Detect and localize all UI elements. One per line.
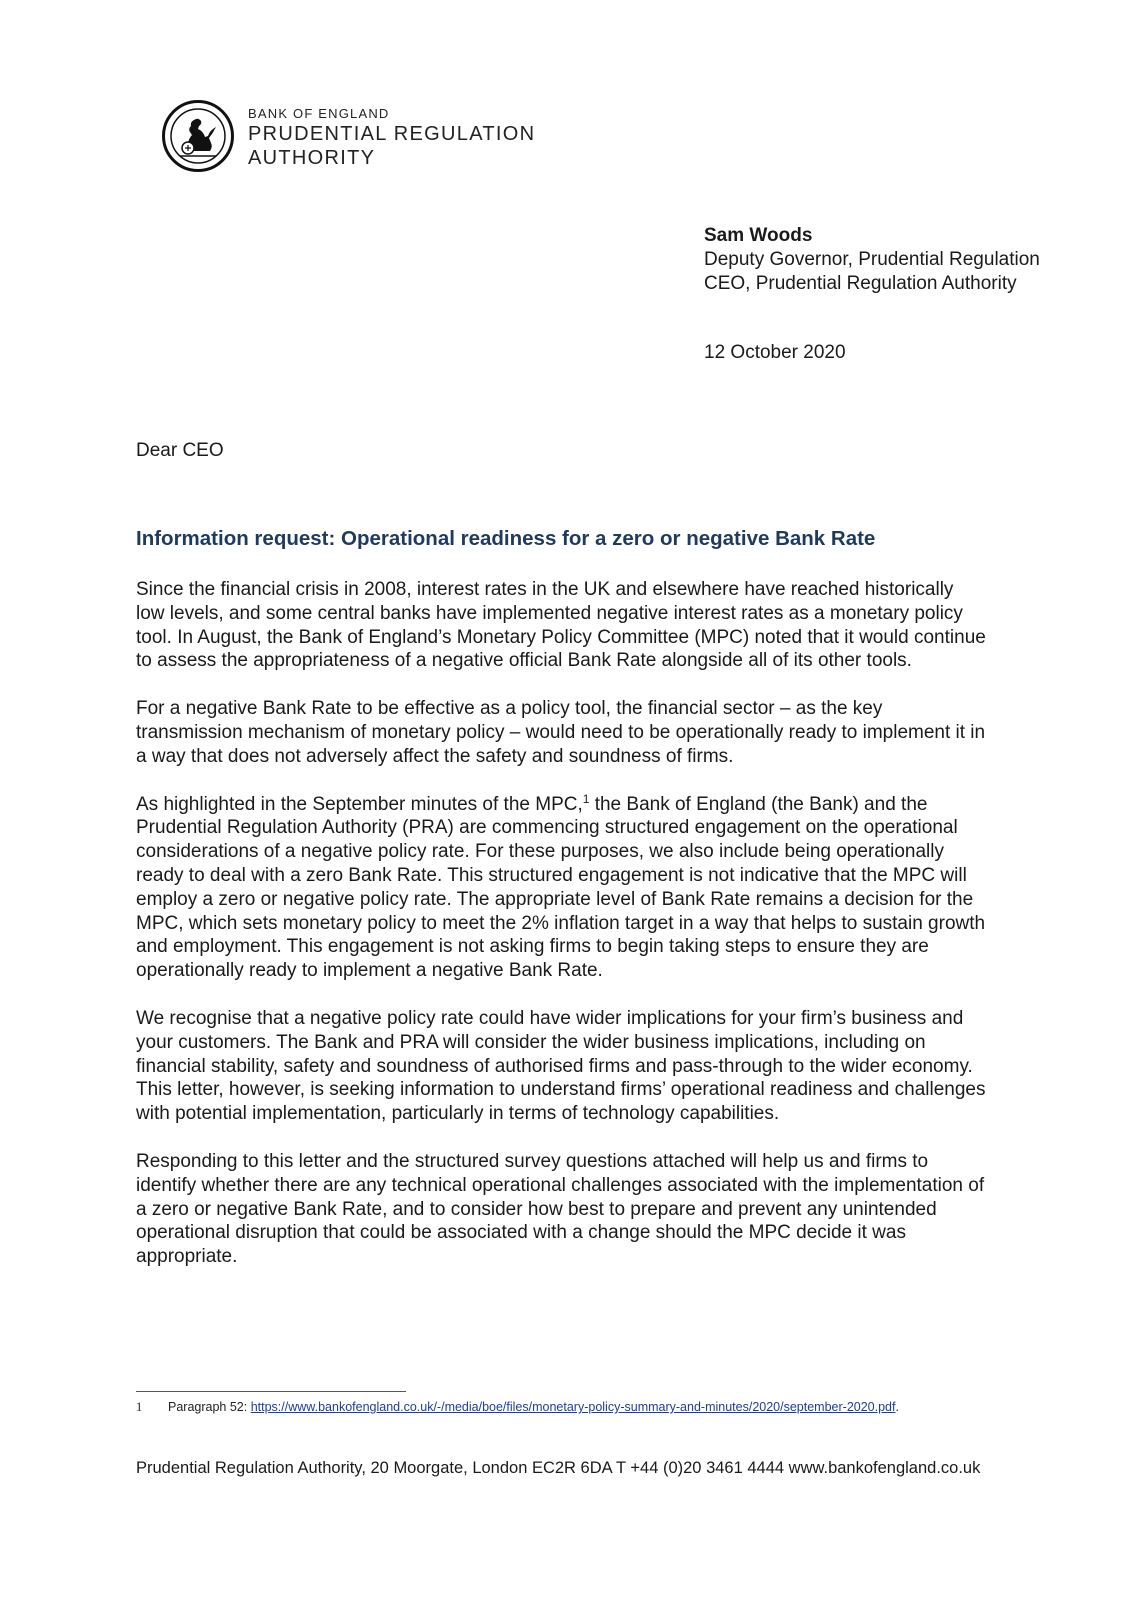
pra-label-line1: PRUDENTIAL REGULATION <box>248 122 536 145</box>
letter-body <box>136 578 986 1293</box>
footnote-suffix: . <box>895 1400 899 1414</box>
paragraph-2: For a negative Bank Rate to be effective as a policy tool, the financial sector – as the key transmission mechanism of monetary policy – would need to be operationally ready to implement it in a way that does not adversely affect the safety and soundness of firms. <box>136 698 986 767</box>
bank-of-england-label: BANK OF ENGLAND <box>248 106 390 122</box>
paragraph-4: We recognise that a negative policy rate could have wider implications for your firm’s business and your customers. The Bank and PRA will consider the wider business implications, including on financial stability, safety and soundness of authorised firms and pass-through to the wider economy. This letter, however, is seeking information to understand firms’ operational readiness and challenges with potential implementation, particularly in terms of technology capabilities. <box>136 1007 986 1125</box>
subject-heading: Information request: Operational readiness for a zero or negative Bank Rate <box>136 527 876 550</box>
paragraph-5: Responding to this letter and the structured survey questions attached will help us and firms to identify whether there are any technical operational challenges associated with the implementation of a zero or negative Bank Rate, and to consider how best to prepare and prevent any unintended operational disruption that could be associated with a change should the MPC decide it was appropriate. <box>136 1150 985 1268</box>
paragraph-1: Since the financial crisis in 2008, interest rates in the UK and elsewhere have reached historically low levels, and some central banks have implemented negative interest rates as a monetary policy tool. In August, the Bank of England’s Monetary Policy Committee (MPC) noted that it would continue to assess the appropriateness of a negative official Bank Rate alongside all of its other tools. <box>136 579 986 672</box>
organisation-name <box>248 107 535 169</box>
footnote-divider <box>136 1391 406 1392</box>
letter-date: 12 October 2020 <box>704 342 846 363</box>
footnote-prefix: Paragraph 52: <box>168 1400 251 1414</box>
pra-label-line2: AUTHORITY <box>248 146 376 169</box>
sender-title-1: Deputy Governor, Prudential Regulation <box>704 249 1040 270</box>
footnote-link[interactable]: https://www.bankofengland.co.uk/-/media/boe/files/monetary-policy-summary-and-minutes/2020/september-2020.pdf <box>250 1400 896 1414</box>
sender-block <box>704 224 1040 296</box>
britannia-seal-icon <box>162 100 234 172</box>
sender-title-2: CEO, Prudential Regulation Authority <box>704 273 1017 294</box>
page-footer: Prudential Regulation Authority, 20 Moorgate, London EC2R 6DA T +44 (0)20 3461 4444 www.bankofengland.co.uk <box>136 1459 981 1477</box>
paragraph-3 <box>136 793 986 983</box>
paragraph-3-end: the Bank of England (the Bank) and the Prudential Regulation Authority (PRA) are commencing structured engagement on the operational considerations of a negative policy rate. For these purposes, we also include being operationally ready to deal with a zero Bank Rate. This structured engagement is not indicative that the MPC will employ a zero or negative policy rate. The appropriate level of Bank Rate remains a decision for the MPC, which sets monetary policy to meet the 2% inflation target in a way that helps to sustain growth and employment. This engagement is not asking firms to begin taking steps to ensure they are operationally ready to implement a negative Bank Rate. <box>136 793 986 982</box>
salutation: Dear CEO <box>136 440 224 461</box>
footnote-reference[interactable]: 1 <box>582 791 590 806</box>
footnote <box>136 1398 996 1416</box>
footnote-text <box>168 1398 899 1416</box>
letterhead <box>162 100 535 172</box>
footnote-number: 1 <box>136 1400 143 1414</box>
paragraph-3-start: As highlighted in the September minutes of the MPC, <box>136 793 583 815</box>
sender-name: Sam Woods <box>704 225 813 246</box>
